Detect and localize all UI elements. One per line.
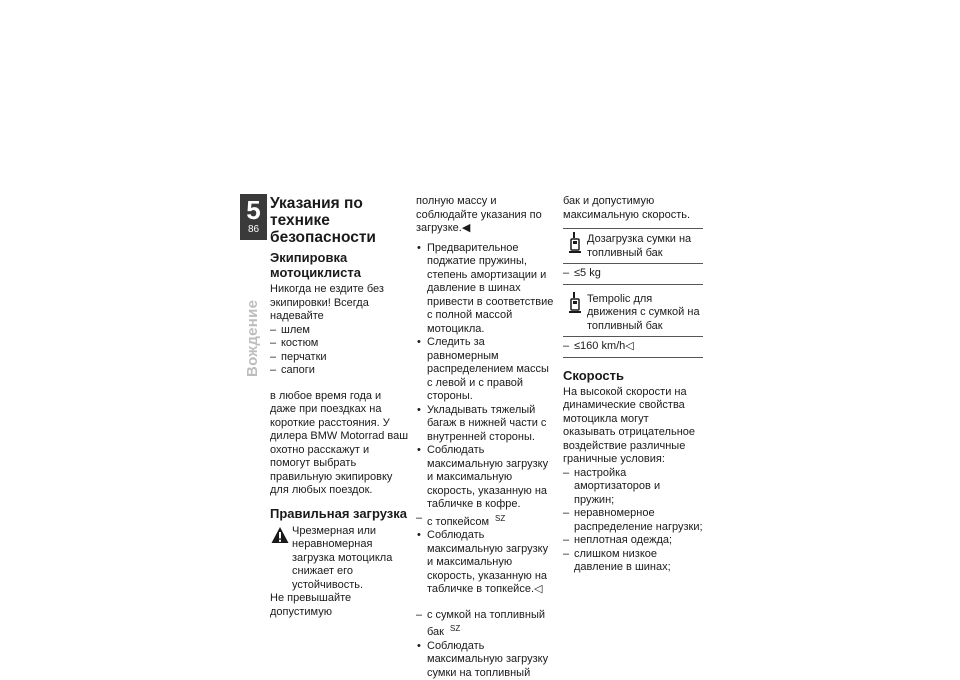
gear-intro: Никогда не ездите без экипировки! Всегда надевайте xyxy=(270,283,410,324)
chapter-number: 5 xyxy=(240,194,267,224)
tankbag-option xyxy=(416,609,556,640)
list-item: • Укладывать тяжелый багаж в нижней части с внутренней стороны. xyxy=(416,404,556,445)
list-item: – настройка амортизаторов и пружин; xyxy=(563,467,703,508)
chapter-tab xyxy=(240,194,267,240)
warning-icon xyxy=(271,526,289,544)
tankbag-tag: SZ xyxy=(450,624,460,633)
list-item: – слишком низкое давление в шинах; xyxy=(563,548,703,575)
tankbag-load-box xyxy=(563,228,703,285)
list-item: • Соблюдать максимальную загрузку сумки на топливный xyxy=(416,640,556,680)
section-title: Указания по технике безопасности xyxy=(270,195,410,246)
topcase-bullets xyxy=(416,529,556,597)
list-item: – шлем xyxy=(270,324,410,338)
load-intro: полную массу и соблюдайте указания по загрузке.◀ xyxy=(416,195,556,236)
gear-list xyxy=(270,324,410,378)
gear-heading: Экипировка мотоциклиста xyxy=(270,250,410,280)
speed-list xyxy=(563,467,703,575)
tankbag-load-value xyxy=(563,263,703,284)
load-bullets xyxy=(416,242,556,512)
list-item xyxy=(416,609,556,640)
page-number: 86 xyxy=(240,224,267,236)
tankbag-bullets xyxy=(416,640,556,680)
list-item: – ≤160 km/h◁ xyxy=(563,340,703,354)
tankbag-label: с сумкой на топливный бак xyxy=(427,609,545,639)
load-text: Не превышайте допустимую xyxy=(270,592,410,619)
list-item xyxy=(416,512,556,530)
speed-heading: Скорость xyxy=(563,368,703,383)
topcase-tag: SZ xyxy=(495,514,505,523)
tankbag-speed-value xyxy=(563,336,703,357)
tankbag-speed-text: Tempolic для движения с сумкой на топливный бак xyxy=(587,293,703,334)
tankbag-intro: бак и допустимую максимальную скорость. xyxy=(563,195,703,222)
tankbag-speed-box xyxy=(563,289,703,358)
warning-block xyxy=(270,525,410,593)
list-item: – неплотная одежда; xyxy=(563,534,703,548)
speed-text: На высокой скорости на динамические свойства мотоцикла могут оказывать отрицательное воздействие различные граничные условия: xyxy=(563,386,703,467)
fuel-pump-icon xyxy=(568,232,582,254)
warning-text: Чрезмерная или неравномерная загрузка мотоцикла снижает его устойчивость. xyxy=(292,525,410,593)
chapter-title: Вождение xyxy=(244,327,264,377)
gear-text: в любое время года и даже при поездках на короткие расстояния. У дилера BMW Motorrad ваш охотно расскажут и помогут выбрать правильную экипировку для любых поездок. xyxy=(270,390,410,498)
column-3 xyxy=(563,195,703,575)
column-2 xyxy=(416,195,556,680)
list-item: – неравномерное распределение нагрузки; xyxy=(563,507,703,534)
list-item: • Соблюдать максимальную загрузку и максимальную скорость, указанную на табличке в кофре. xyxy=(416,444,556,512)
list-item: – перчатки xyxy=(270,351,410,365)
list-item: • Предварительное поджатие пружины, степень амортизации и давление в шинах привести в соответствие с полной массой мотоцикла. xyxy=(416,242,556,337)
topcase-option xyxy=(416,512,556,530)
tankbag-load-text: Дозагрузка сумки на топливный бак xyxy=(587,233,703,260)
list-item: • Соблюдать максимальную загрузку и максимальную скорость, указанную на табличке в топкейсе.◁ xyxy=(416,529,556,597)
column-1 xyxy=(270,195,410,619)
list-item: – ≤5 kg xyxy=(563,267,703,281)
list-item: – костюм xyxy=(270,337,410,351)
list-item: • Следить за равномерным распределением массы с левой и с правой стороны. xyxy=(416,336,556,404)
fuel-pump-icon xyxy=(568,292,582,314)
load-heading: Правильная загрузка xyxy=(270,506,410,521)
topcase-label: с топкейсом xyxy=(427,516,489,528)
list-item: – сапоги xyxy=(270,364,410,378)
